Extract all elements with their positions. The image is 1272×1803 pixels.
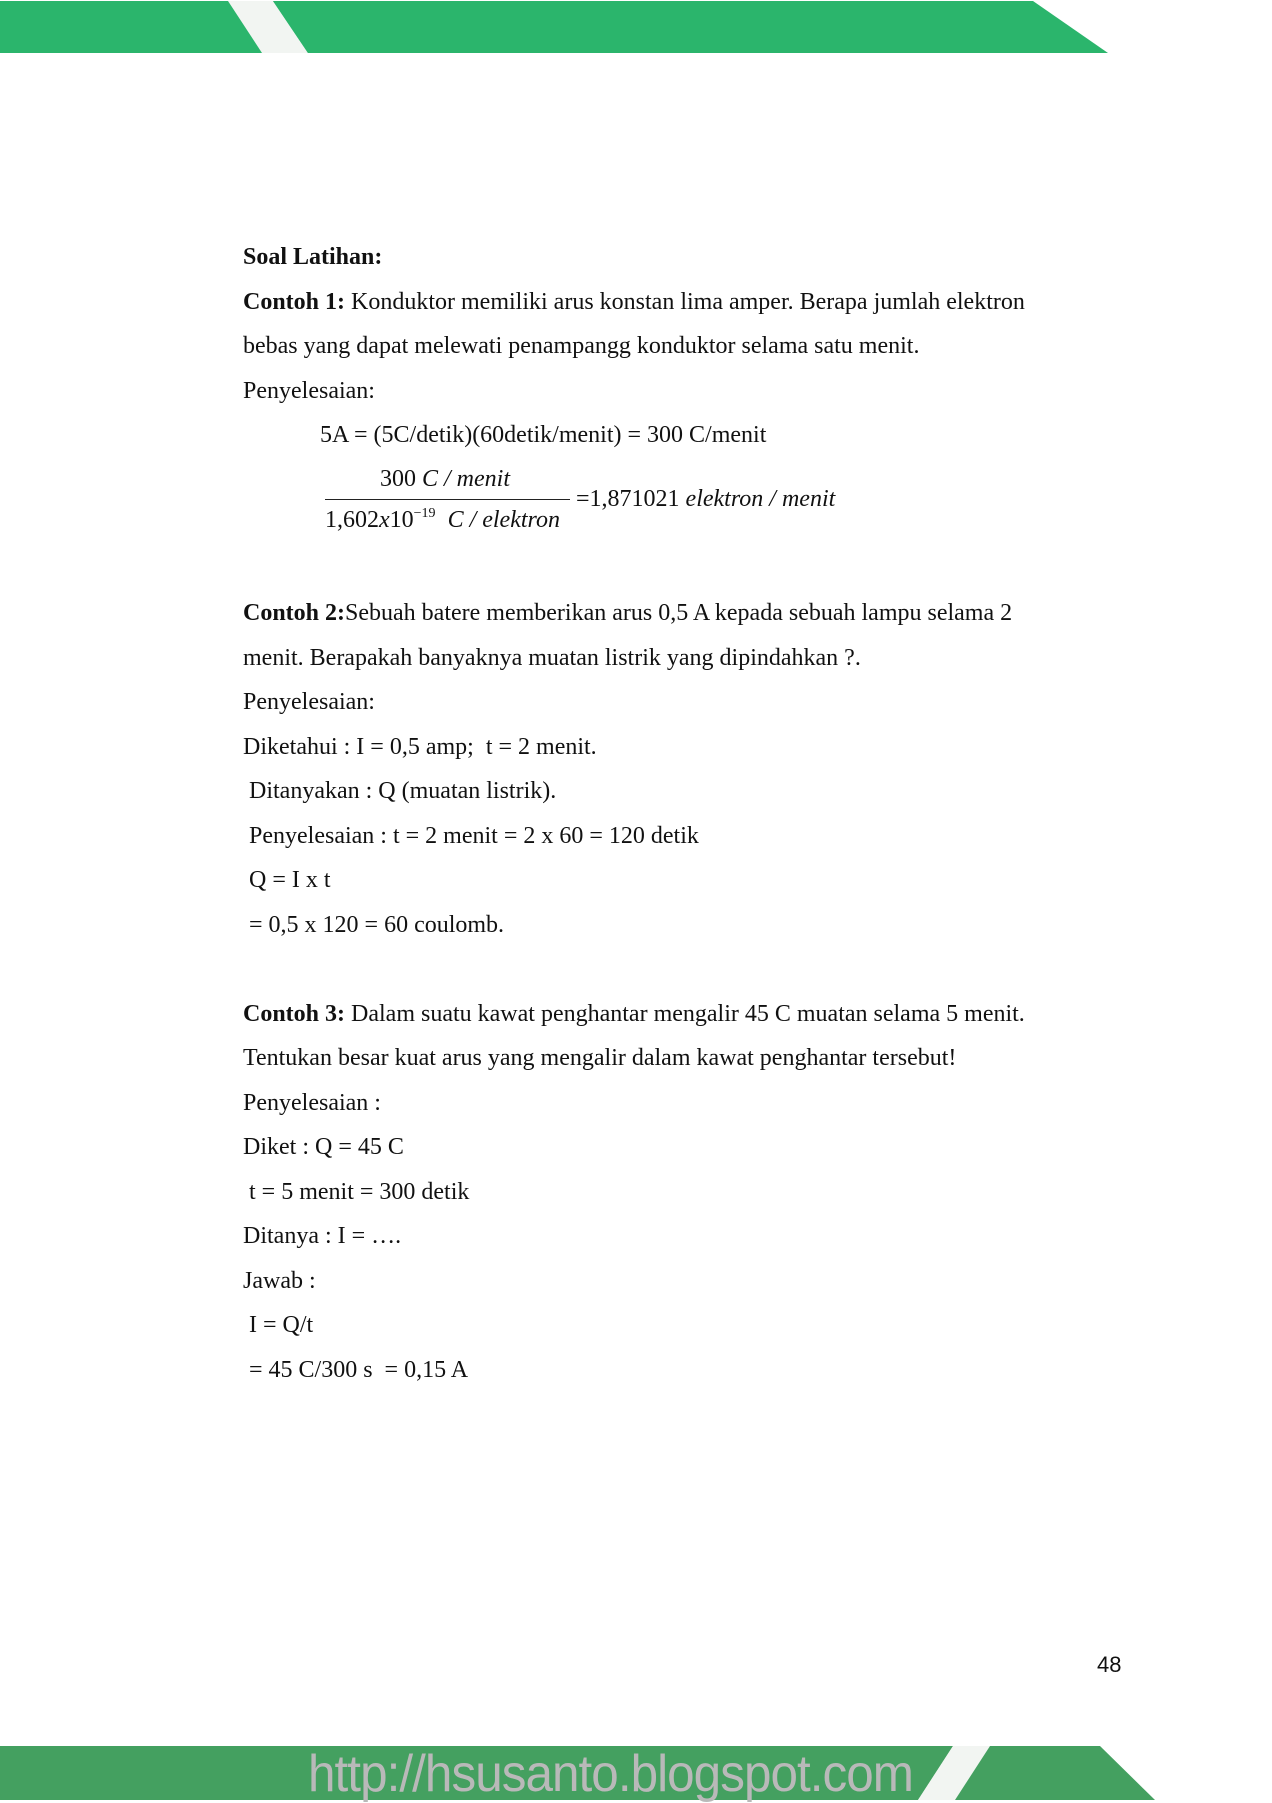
example2-label: Contoh 2: <box>243 600 346 626</box>
section-heading: Soal Latihan: <box>243 244 383 270</box>
example1-text: Konduktor memiliki arus konstan lima amper. Berapa jumlah elektron <box>345 289 1025 315</box>
example2-asked: Ditanyakan : Q (muatan listrik). <box>243 778 557 804</box>
example2-solution: Penyelesaian : t = 2 menit = 2 x 60 = 120 detik <box>243 823 699 849</box>
example1-question-line2: bebas yang dapat melewati penampangg konduktor selama satu menit. <box>243 333 920 359</box>
example3-solution-label: Penyelesaian : <box>243 1090 381 1116</box>
fraction-numerator: 300 C / menit <box>380 466 510 492</box>
example2-formula: Q = I x t <box>243 867 331 893</box>
example1-solution-label: Penyelesaian: <box>243 378 375 404</box>
example3-text: Dalam suatu kawat penghantar mengalir 45 C muatan selama 5 menit. <box>345 1001 1025 1027</box>
fraction-result: =1,871021 elektron / menit <box>576 486 836 512</box>
example3-question-line2: Tentukan besar kuat arus yang mengalir dalam kawat penghantar tersebut! <box>243 1045 957 1071</box>
example2-question-line1 <box>243 598 1012 628</box>
header-band <box>0 0 1272 54</box>
example1-question-line1 <box>243 287 1025 317</box>
example2-solution-label: Penyelesaian: <box>243 689 375 715</box>
footer-band-right <box>955 1746 1155 1800</box>
example3-answer-label: Jawab : <box>243 1268 316 1294</box>
example3-known-q: Diket : Q = 45 C <box>243 1134 404 1160</box>
example3-result: = 45 C/300 s = 0,15 A <box>243 1357 469 1383</box>
example3-known-t: t = 5 menit = 300 detik <box>243 1179 470 1205</box>
header-band-right <box>273 1 1108 53</box>
page-number: 48 <box>1097 1652 1122 1677</box>
example2-known: Diketahui : I = 0,5 amp; t = 2 menit. <box>243 734 597 760</box>
header-band-left-seg <box>0 1 262 53</box>
example1-formula: 5A = (5C/detik)(60detik/menit) = 300 C/menit <box>320 422 767 448</box>
example3-label: Contoh 3: <box>243 1001 346 1027</box>
example3-formula: I = Q/t <box>243 1312 314 1338</box>
example2-text: Sebuah batere memberikan arus 0,5 A kepada sebuah lampu selama 2 <box>345 600 1013 626</box>
example2-result: = 0,5 x 120 = 60 coulomb. <box>243 912 505 938</box>
example1-label: Contoh 1: <box>243 289 346 315</box>
example3-asked: Ditanya : I = …. <box>243 1223 402 1249</box>
blog-url-watermark: http://hsusanto.blogspot.com <box>308 1745 914 1803</box>
fraction-denominator: $1,602x10^{-19}$ C / elektron <box>325 506 560 533</box>
example2-question-line2: menit. Berapakah banyaknya muatan listrik yang dipindahkan ?. <box>243 645 861 671</box>
fraction-bar <box>325 499 570 500</box>
example1-fraction <box>325 464 836 544</box>
example3-question-line1 <box>243 999 1025 1029</box>
